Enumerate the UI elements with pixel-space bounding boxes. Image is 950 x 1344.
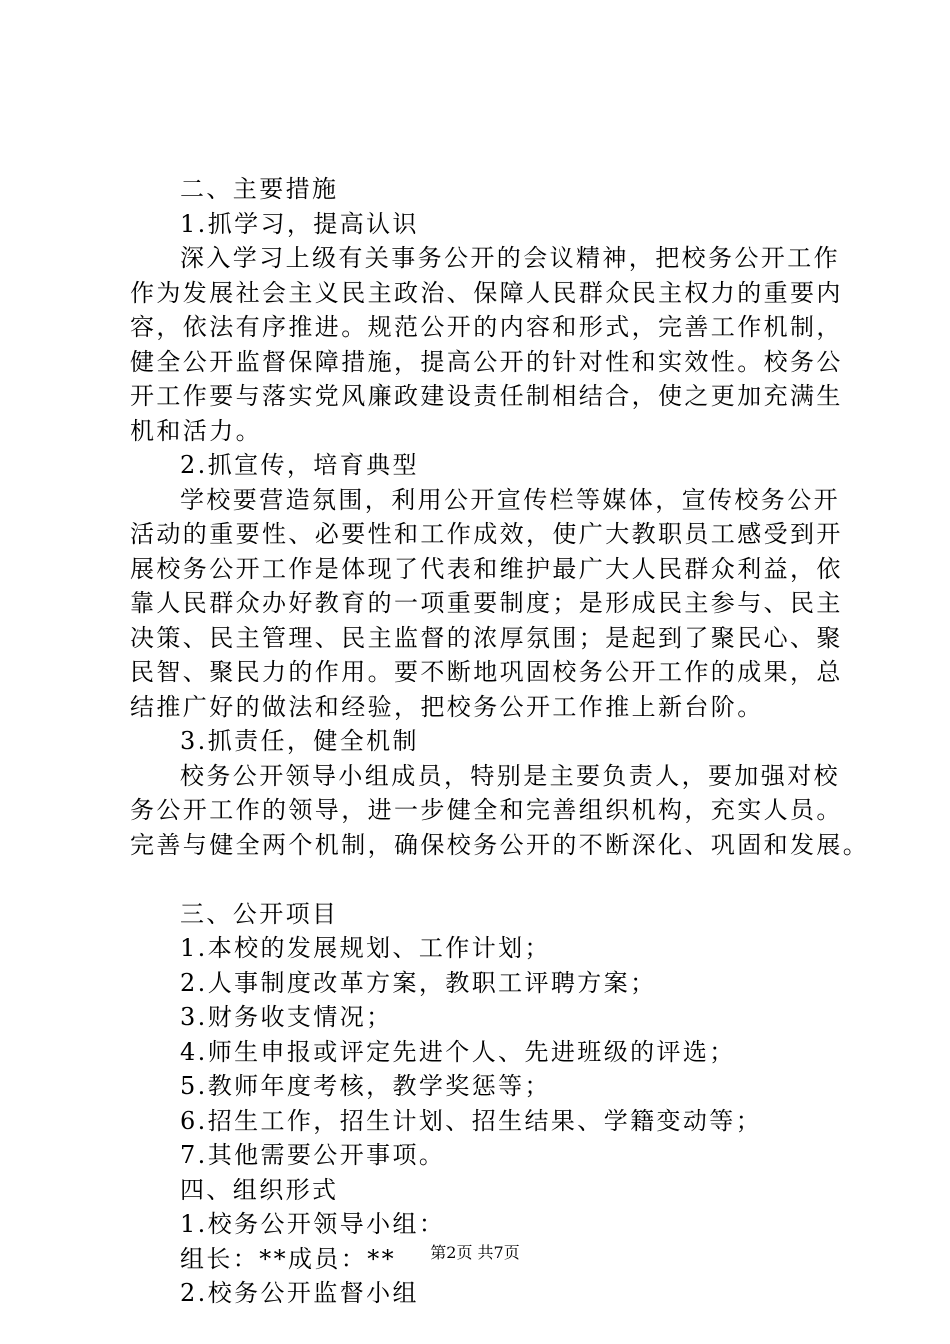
paragraph-line: 校务公开领导小组成员，特别是主要负责人，要加强对校 bbox=[180, 761, 840, 790]
page-footer: 第2页 共7页 bbox=[430, 1243, 520, 1262]
paragraph-line: 展校务公开工作是体现了代表和维护最广大人民群众利益，依 bbox=[130, 554, 843, 583]
list-item: 4.师生申报或评定先进个人、先进班级的评选； bbox=[180, 1037, 736, 1066]
blank-line bbox=[130, 862, 835, 897]
section-heading-measures: 二、主要措施 bbox=[180, 175, 339, 203]
subheading-publicity: 2.抓宣传，培育典型 bbox=[180, 451, 419, 479]
section-heading-items: 三、公开项目 bbox=[180, 899, 339, 928]
list-item: 1.本校的发展规划、工作计划； bbox=[180, 934, 551, 962]
paragraph-line: 机和活力。 bbox=[130, 416, 262, 445]
subheading-study: 1.抓学习，提高认识 bbox=[180, 209, 419, 238]
list-item: 5.教师年度考核，教学奖惩等； bbox=[180, 1072, 551, 1100]
list-item: 1.校务公开领导小组： bbox=[180, 1210, 446, 1238]
list-item: 2.校务公开监督小组 bbox=[180, 1279, 419, 1307]
paragraph-line: 健全公开监督保障措施，提高公开的针对性和实效性。校务公 bbox=[130, 347, 843, 376]
document-body bbox=[130, 172, 870, 1311]
paragraph-line: 开工作要与落实党风廉政建设责任制相结合，使之更加充满生 bbox=[130, 382, 843, 410]
paragraph-line: 容，依法有序推进。规范公开的内容和形式，完善工作机制， bbox=[130, 313, 843, 341]
paragraph-line: 靠人民群众办好教育的一项重要制度；是形成民主参与、民主 bbox=[130, 589, 843, 617]
paragraph-line: 务公开工作的领导，进一步健全和完善组织机构，充实人员。 bbox=[130, 796, 843, 824]
list-item: 2.人事制度改革方案，教职工评聘方案； bbox=[180, 968, 657, 997]
list-item: 3.财务收支情况； bbox=[180, 1003, 393, 1031]
paragraph-line: 活动的重要性、必要性和工作成效，使广大教职员工感受到开 bbox=[130, 520, 843, 548]
paragraph-line: 完善与健全两个机制，确保校务公开的不断深化、巩固和发展。 bbox=[130, 830, 870, 859]
paragraph-line: 民智、聚民力的作用。要不断地巩固校务公开工作的成果，总 bbox=[130, 658, 843, 686]
section-heading-organization: 四、组织形式 bbox=[180, 1175, 339, 1204]
paragraph-line: 作为发展社会主义民主政治、保障人民群众民主权力的重要内 bbox=[130, 278, 843, 307]
paragraph-line: 结推广好的做法和经验，把校务公开工作推上新台阶。 bbox=[130, 692, 764, 721]
list-item: 7.其他需要公开事项。 bbox=[180, 1141, 446, 1169]
subheading-responsibility: 3.抓责任，健全机制 bbox=[180, 727, 419, 755]
list-item: 6.招生工作，招生计划、招生结果、学籍变动等； bbox=[180, 1106, 763, 1135]
paragraph-line: 学校要营造氛围，利用公开宣传栏等媒体，宣传校务公开 bbox=[180, 485, 840, 514]
paragraph-line: 决策、民主管理、民主监督的浓厚氛围；是起到了聚民心、聚 bbox=[130, 623, 843, 652]
paragraph-line: 深入学习上级有关事务公开的会议精神，把校务公开工作 bbox=[180, 244, 840, 272]
list-item: 组长：**成员：** bbox=[180, 1244, 396, 1273]
